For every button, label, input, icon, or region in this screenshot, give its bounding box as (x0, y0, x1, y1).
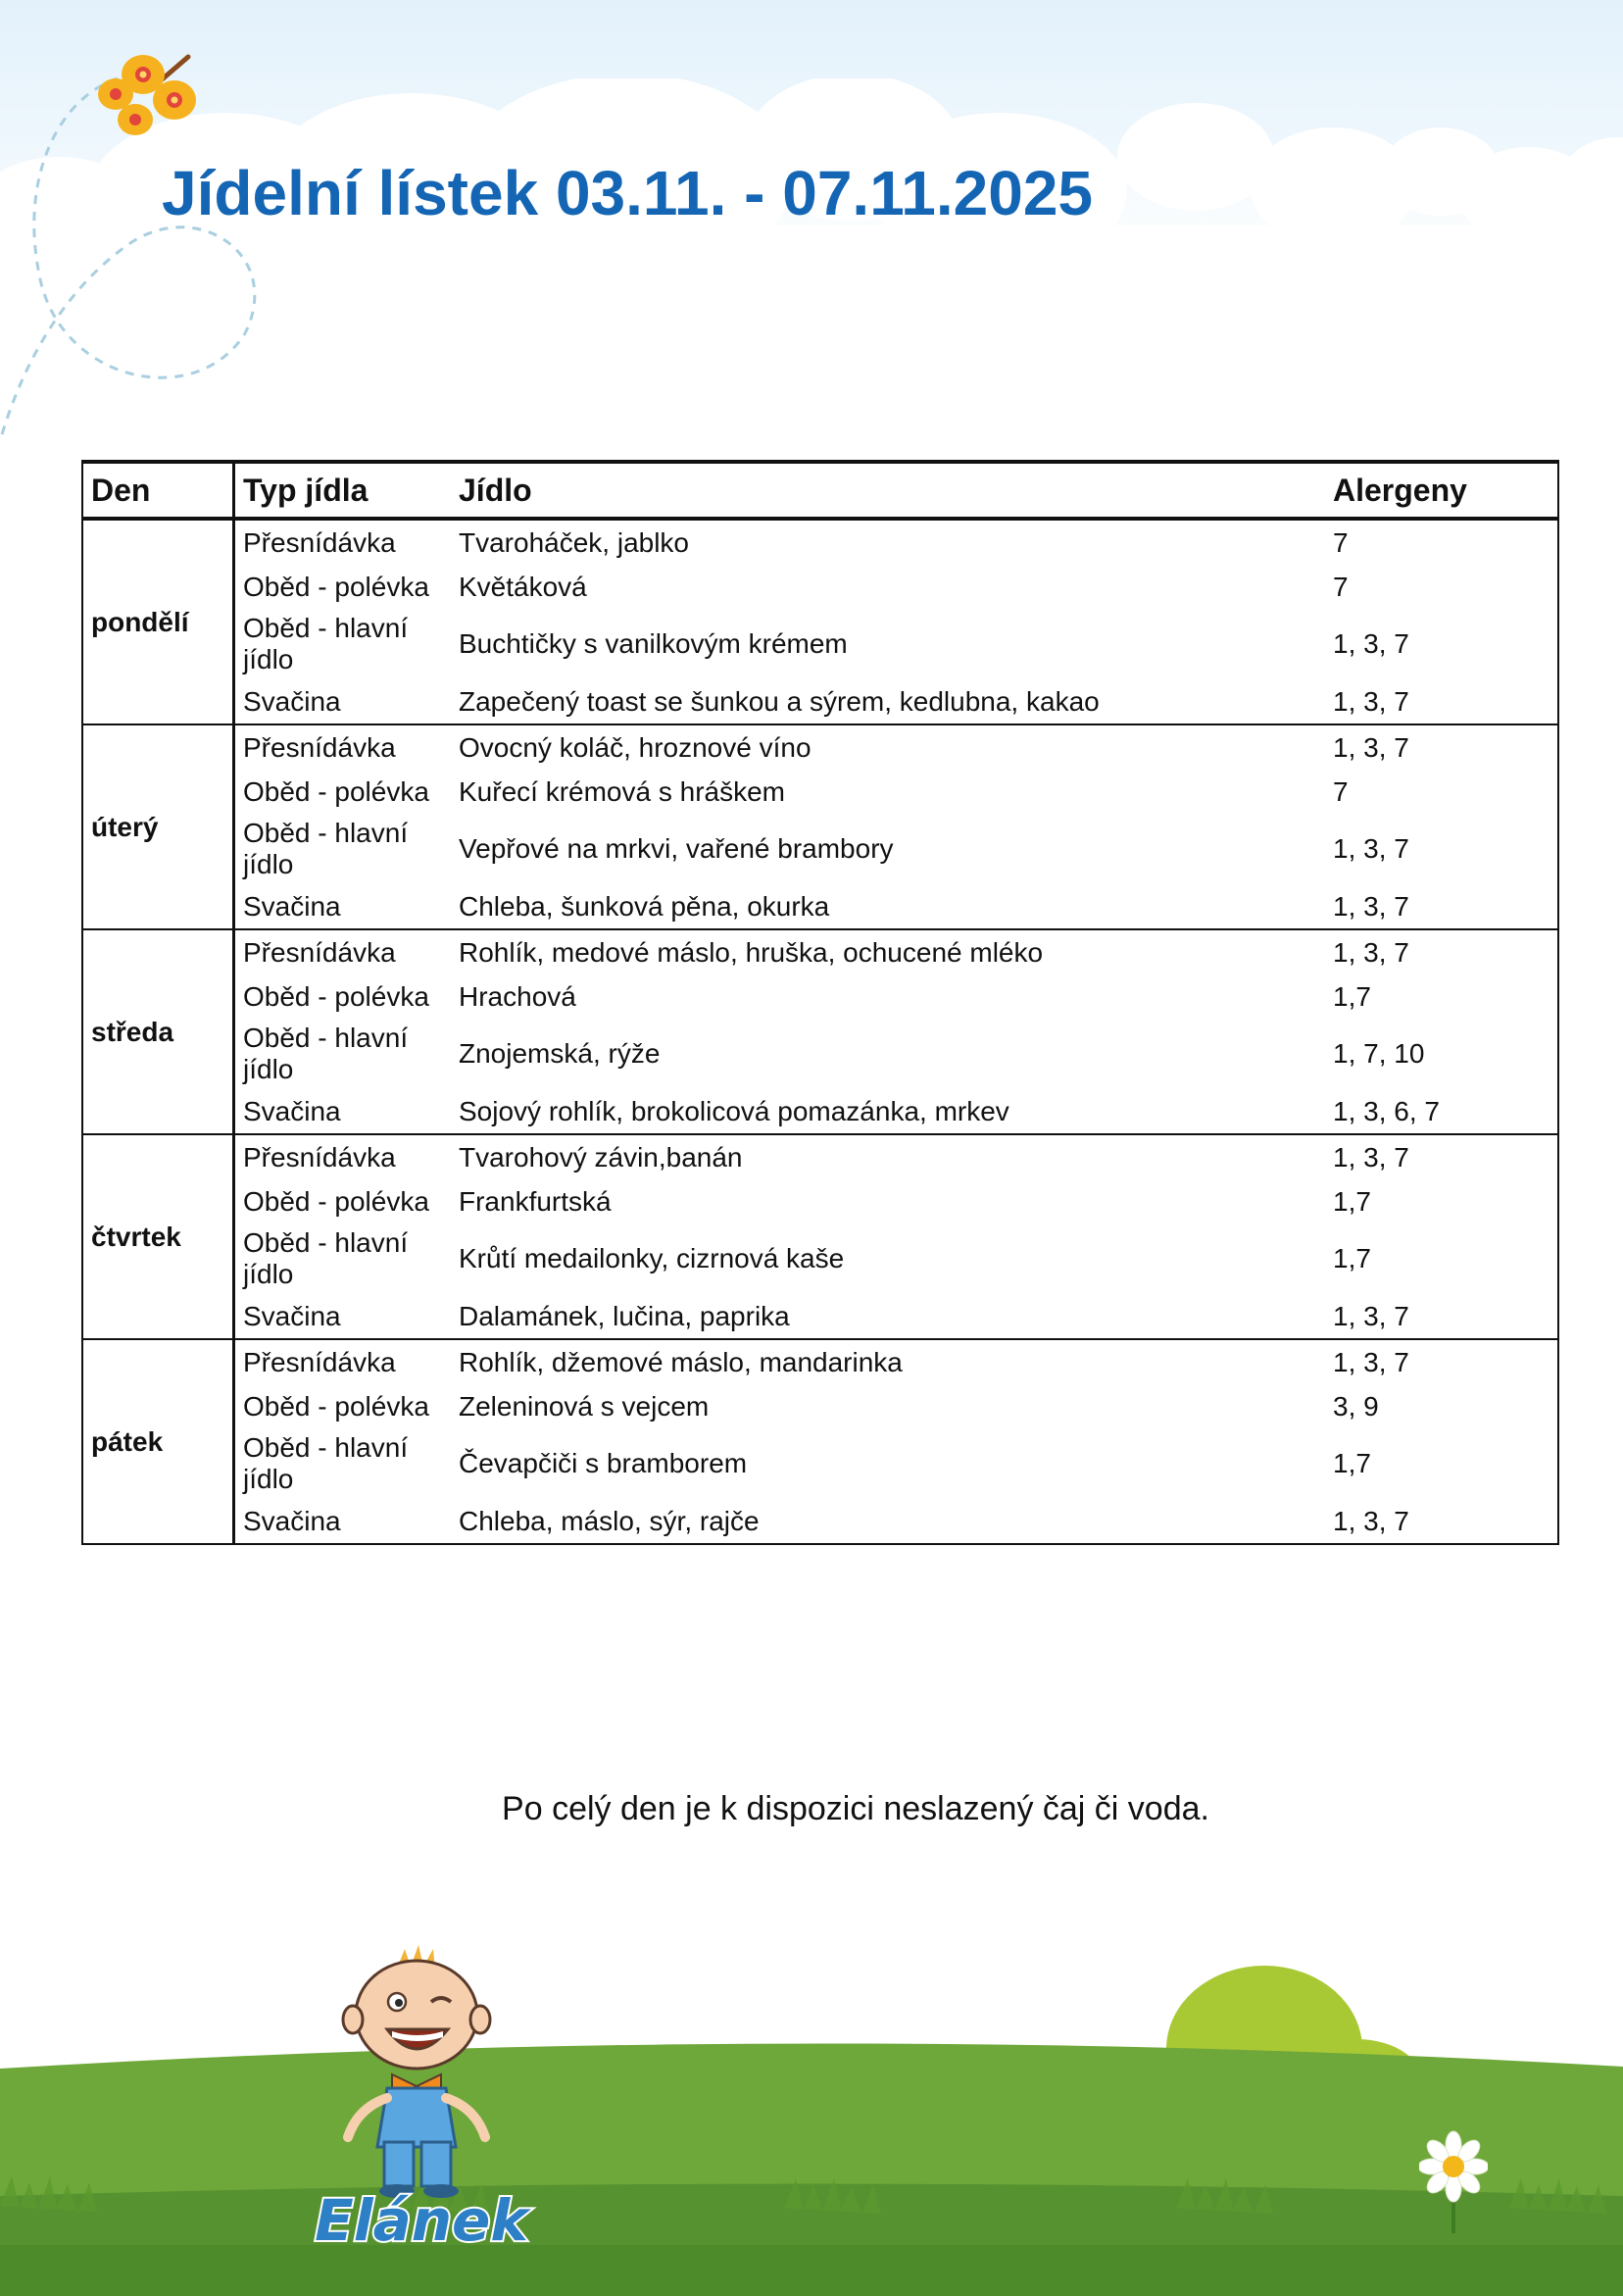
drinks-note: Po celý den je k dispozici neslazený čaj či voda. (502, 1790, 1209, 1827)
meal-name: Frankfurtská (459, 1185, 612, 1217)
meal-type: Svačina (234, 884, 452, 929)
meal-name: Krůtí medailonky, cizrnová kaše (459, 1243, 845, 1273)
table-row (82, 974, 1558, 1019)
table-row (82, 1223, 1558, 1294)
meal-allergens: 1, 3, 7 (1325, 609, 1558, 679)
meal-name: Znojemská, rýže (459, 1038, 661, 1069)
meal-name: Vepřové na mrkvi, vařené brambory (459, 833, 894, 864)
meal-name: Hrachová (459, 980, 576, 1012)
meal-type: Přesnídávka (243, 936, 396, 968)
mascot-illustration (294, 1941, 549, 2255)
meal-allergens: 1, 3, 7 (1325, 884, 1558, 929)
table-row (82, 929, 1558, 974)
table-row (82, 814, 1558, 884)
header-typ-jidla: Typ jídla (234, 462, 452, 519)
meal-type: Oběd - polévka (243, 1390, 429, 1422)
meal-name: Buchtičky s vanilkovým krémem (459, 628, 848, 659)
meal-allergens: 1, 3, 7 (1325, 1134, 1558, 1179)
table-row (82, 565, 1558, 609)
meal-allergens: 1, 3, 7 (1325, 814, 1558, 884)
table-row (82, 1019, 1558, 1089)
meal-name: Zapečený toast se šunkou a sýrem, kedlubna, kakao (451, 679, 1325, 724)
meal-allergens: 1, 3, 7 (1325, 724, 1558, 770)
table-row (82, 1428, 1558, 1499)
day-label: úterý (82, 724, 234, 929)
meal-name: Rohlík, džemové máslo, mandarinka (459, 1346, 903, 1377)
table-row (82, 519, 1558, 565)
meal-allergens: 7 (1325, 770, 1558, 814)
day-label: čtvrtek (82, 1134, 234, 1339)
meal-type: Svačina (234, 1499, 452, 1544)
meal-type: Přesnídávka (243, 1346, 396, 1377)
meal-allergens: 7 (1325, 565, 1558, 609)
meal-type: Oběd - hlavní jídlo (243, 1227, 409, 1289)
day-label: pondělí (82, 519, 234, 724)
meal-allergens: 1,7 (1325, 1179, 1558, 1223)
meal-allergens: 1,7 (1325, 974, 1558, 1019)
meal-type: Oběd - hlavní jídlo (243, 1432, 409, 1494)
day-label: středa (82, 929, 234, 1134)
meal-name: Chleba, šunková pěna, okurka (451, 884, 1325, 929)
meal-type: Svačina (234, 1089, 452, 1134)
meal-name: Rohlík, medové máslo, hruška, ochucené mléko (459, 936, 1044, 968)
meal-name: Chleba, máslo, sýr, rajče (451, 1499, 1325, 1544)
meal-allergens: 1, 3, 6, 7 (1325, 1089, 1558, 1134)
table-row (82, 1499, 1558, 1544)
meal-name: Kuřecí krémová s hráškem (459, 775, 785, 807)
meal-allergens: 1,7 (1325, 1223, 1558, 1294)
butterfly-icon (94, 43, 202, 141)
table-row (82, 1294, 1558, 1339)
table-row (82, 1134, 1558, 1179)
table-row (82, 679, 1558, 724)
meal-type: Oběd - polévka (243, 1185, 429, 1217)
meal-allergens: 7 (1325, 519, 1558, 565)
meal-allergens: 1, 3, 7 (1325, 929, 1558, 974)
table-row (82, 884, 1558, 929)
meal-name: Sojový rohlík, brokolicová pomazánka, mrkev (451, 1089, 1325, 1134)
meal-type: Oběd - polévka (243, 775, 429, 807)
header-alergeny: Alergeny (1325, 462, 1558, 519)
table-row (82, 1384, 1558, 1428)
meal-allergens: 3, 9 (1325, 1384, 1558, 1428)
meal-type: Oběd - polévka (243, 980, 429, 1012)
day-label: pátek (82, 1339, 234, 1544)
table-row (82, 1179, 1558, 1223)
meal-name: Čevapčiči s bramborem (459, 1448, 748, 1478)
meal-type: Přesnídávka (243, 526, 396, 558)
meal-allergens: 1, 3, 7 (1325, 1294, 1558, 1339)
table-header-row (82, 462, 1558, 519)
meal-type: Svačina (234, 1294, 452, 1339)
meal-type: Svačina (234, 679, 452, 724)
page-title: Jídelní lístek 03.11. - 07.11.2025 (162, 158, 1093, 228)
meal-name: Tvaroháček, jablko (459, 526, 690, 558)
table-row (82, 770, 1558, 814)
meal-allergens: 1, 3, 7 (1325, 1499, 1558, 1544)
meal-name: Tvarohový závin,banán (459, 1141, 743, 1173)
meal-type: Oběd - hlavní jídlo (243, 1023, 409, 1084)
meal-allergens: 1,7 (1325, 1428, 1558, 1499)
header-den: Den (82, 462, 234, 519)
table-row (82, 1339, 1558, 1384)
menu-table-body (82, 519, 1558, 1544)
meal-allergens: 1, 7, 10 (1325, 1019, 1558, 1089)
table-row (82, 724, 1558, 770)
menu-table (81, 460, 1559, 1545)
meal-allergens: 1, 3, 7 (1325, 1339, 1558, 1384)
meal-type: Oběd - polévka (243, 571, 429, 602)
grass-ground (0, 1951, 1623, 2296)
meal-type: Přesnídávka (243, 731, 396, 763)
meal-type: Přesnídávka (243, 1141, 396, 1173)
meal-name: Květáková (459, 571, 587, 602)
meal-type: Oběd - hlavní jídlo (243, 613, 409, 674)
logo-text: Elánek (315, 2187, 528, 2254)
meal-name: Zeleninová s vejcem (459, 1390, 710, 1422)
meal-name: Dalamánek, lučina, paprika (451, 1294, 1325, 1339)
table-row (82, 609, 1558, 679)
table-row (82, 1089, 1558, 1134)
meal-type: Oběd - hlavní jídlo (243, 818, 409, 879)
header-jidlo: Jídlo (451, 462, 1325, 519)
meal-allergens: 1, 3, 7 (1325, 679, 1558, 724)
daisy-icon (1419, 2127, 1488, 2235)
meal-name: Ovocný koláč, hroznové víno (459, 731, 812, 763)
